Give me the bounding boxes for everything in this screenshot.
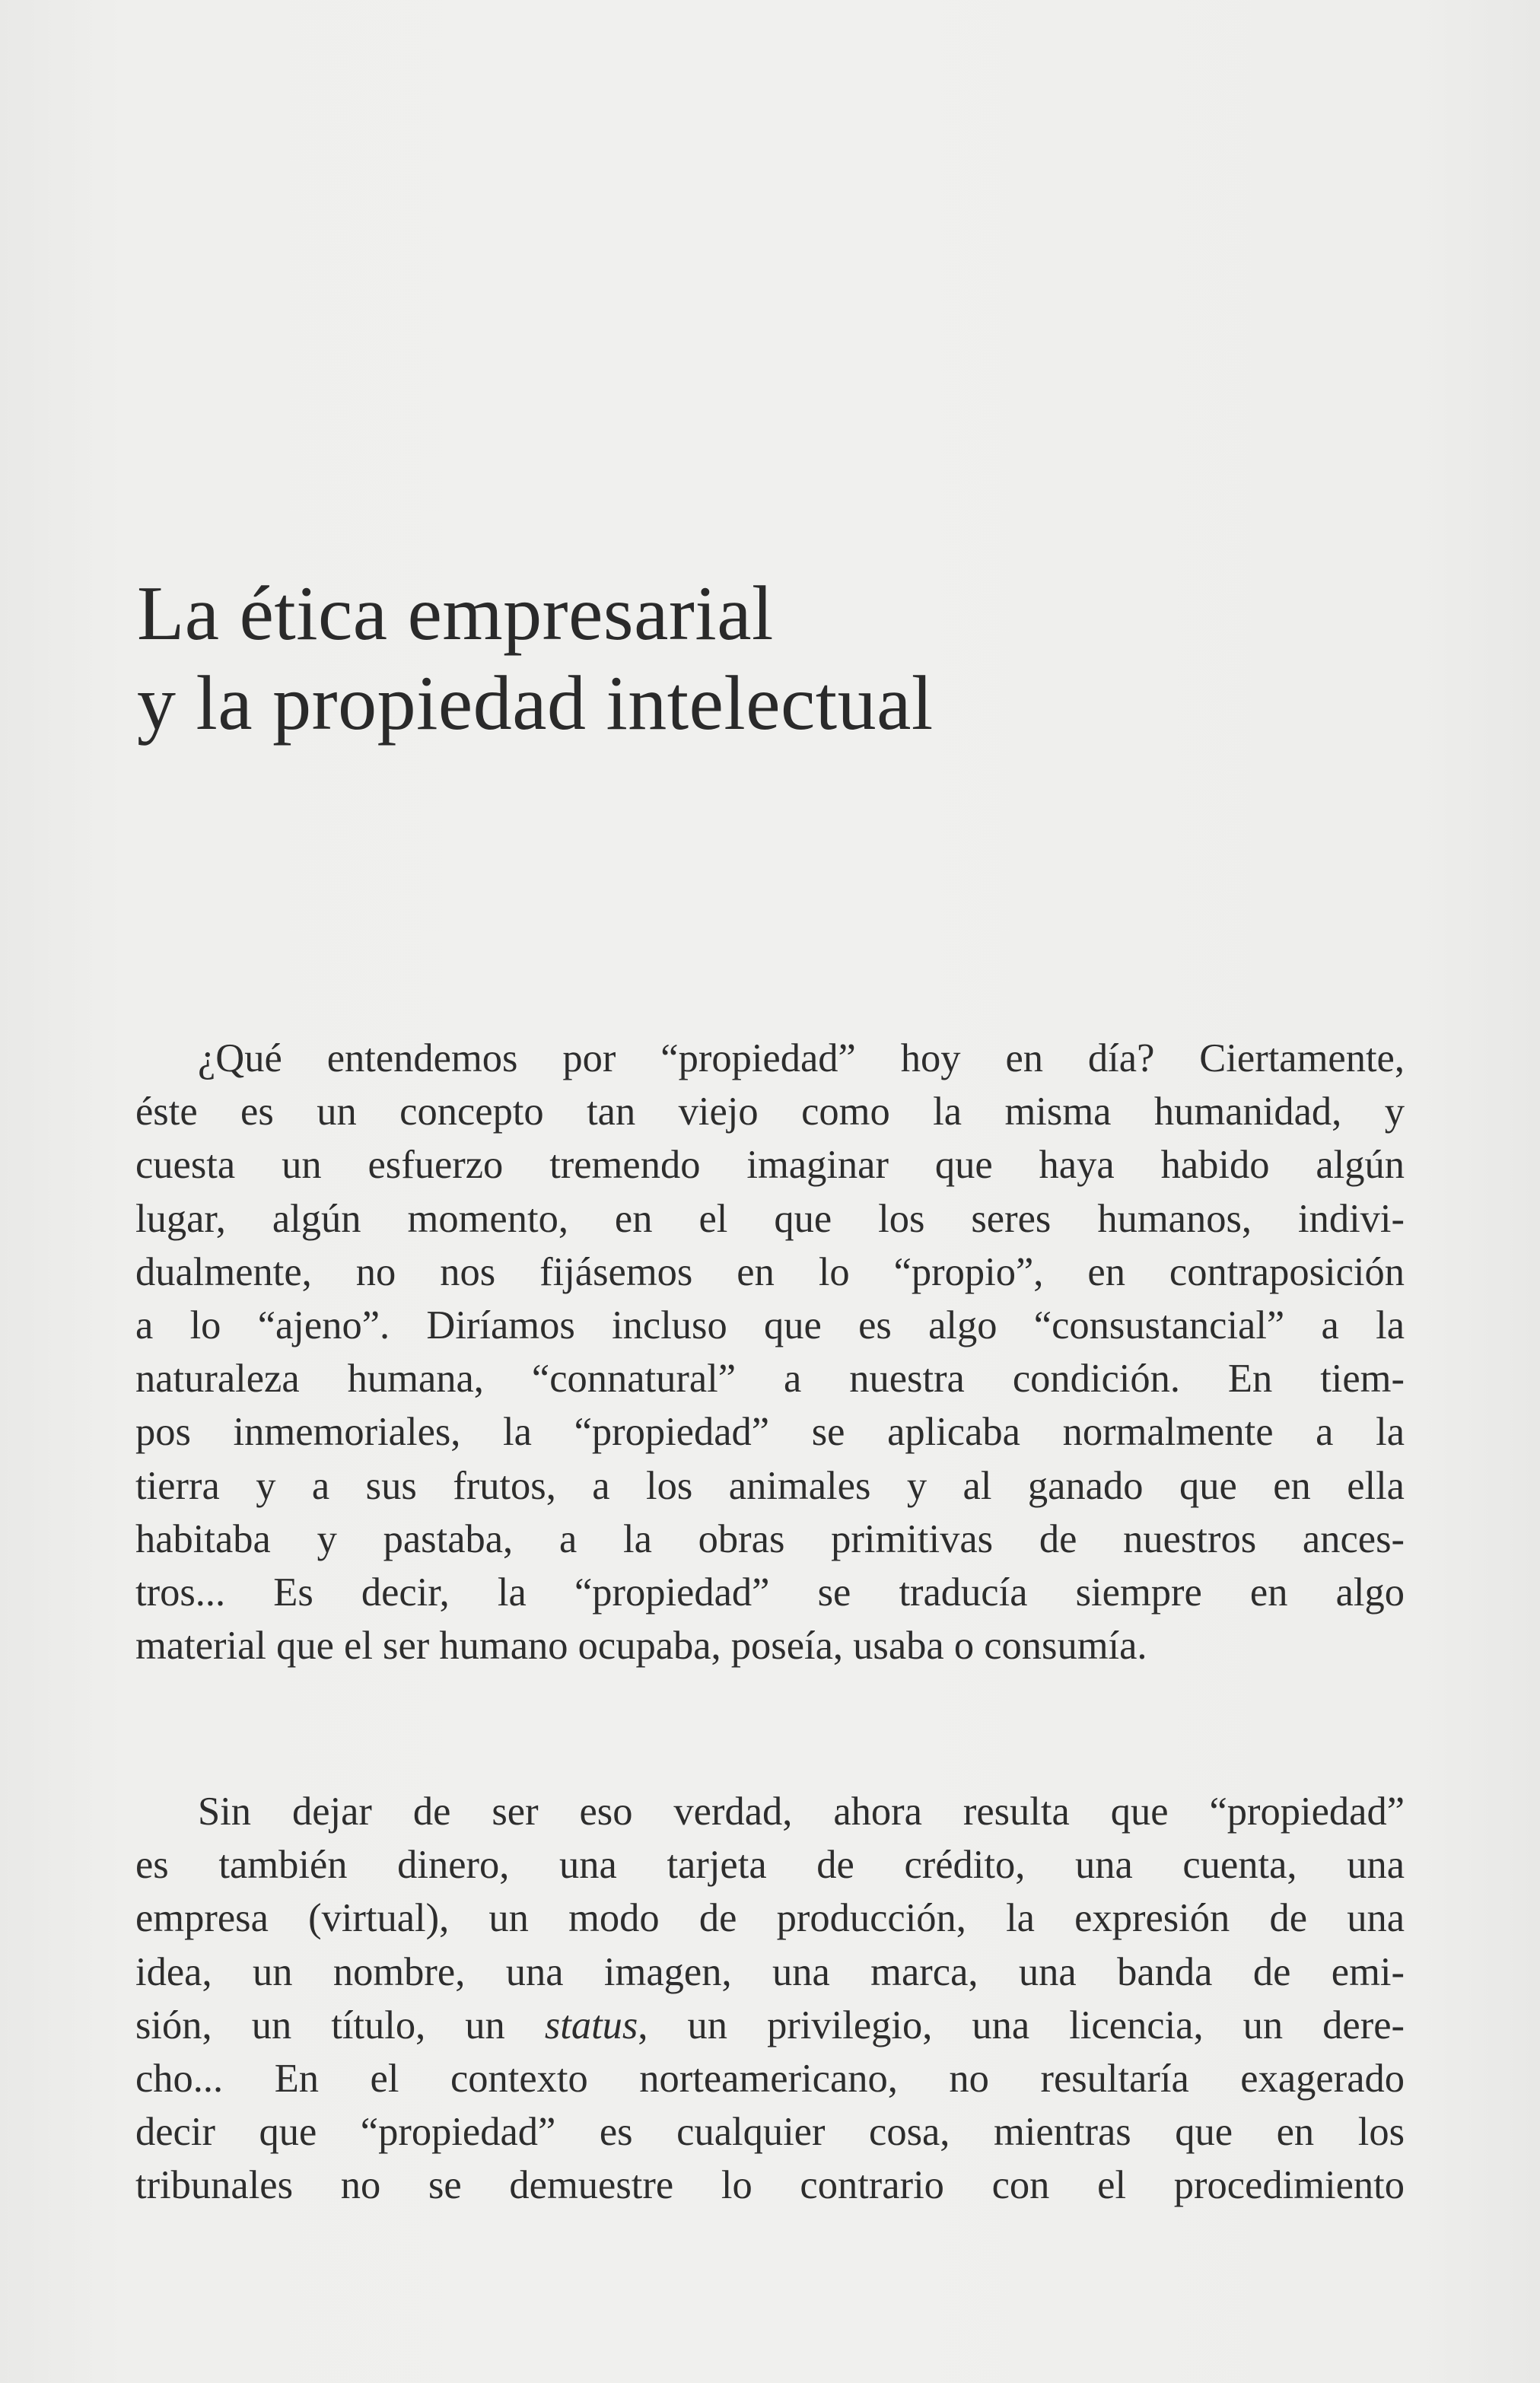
text-line: decir que “propiedad” es cualquier cosa, mientras que en los: [135, 2110, 1405, 2155]
text-line: empresa (virtual), un modo de producción, la expresión de una: [135, 1896, 1405, 1941]
chapter-title-line-1: La ética empresarial: [137, 571, 774, 657]
italic-term: status: [544, 2003, 638, 2047]
text-line: tribunales no se demuestre lo contrario con el procedimiento: [135, 2163, 1405, 2208]
text-line: lugar, algún momento, en el que los seres humanos, indivi-: [135, 1196, 1405, 1241]
text-line-with-italic: [135, 1999, 1405, 2052]
text-line: dualmente, no nos fijásemos en lo “propio”, en contraposición: [135, 1249, 1405, 1294]
chapter-title: [137, 569, 1430, 749]
text-line: éste es un concepto tan viejo como la misma humanidad, y: [135, 1090, 1405, 1134]
text-line: Sin dejar de ser eso verdad, ahora resulta que “propiedad”: [198, 1790, 1405, 1834]
text-line: habitaba y pastaba, a la obras primitivas de nuestros ances-: [135, 1516, 1405, 1561]
text-line: idea, un nombre, una imagen, una marca, una banda de emi-: [135, 1949, 1405, 1994]
chapter-title-line-2: y la propiedad intelectual: [137, 660, 934, 746]
text-line: tierra y a sus frutos, a los animales y al ganado que en ella: [135, 1463, 1405, 1508]
paragraph-1: [135, 1032, 1405, 1672]
text-line: naturaleza humana, “connatural” a nuestra condición. En tiem-: [135, 1357, 1405, 1401]
text-line: cho... En el contexto norteamericano, no resultaría exagerado: [135, 2056, 1405, 2101]
text-line: tros... Es decir, la “propiedad” se traducía siempre en algo: [135, 1570, 1405, 1615]
text-segment: , un privilegio, una licencia, un dere-: [638, 2003, 1405, 2047]
text-line: material que el ser humano ocupaba, poseía, usaba o consumía.: [135, 1624, 1147, 1669]
text-segment: sión, un título, un: [135, 2003, 545, 2047]
text-line: ¿Qué entendemos por “propiedad” hoy en día? Ciertamente,: [198, 1036, 1405, 1080]
paragraph-2: [135, 1785, 1405, 2213]
text-line: pos inmemoriales, la “propiedad” se aplicaba normalmente a la: [135, 1410, 1405, 1455]
text-line: cuesta un esfuerzo tremendo imaginar que haya habido algún: [135, 1143, 1405, 1188]
text-line: a lo “ajeno”. Diríamos incluso que es algo “consustancial” a la: [135, 1303, 1405, 1347]
text-line: es también dinero, una tarjeta de crédito, una cuenta, una: [135, 1843, 1405, 1888]
